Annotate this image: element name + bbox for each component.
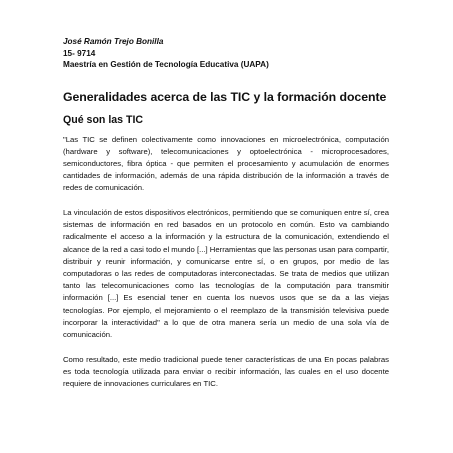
document-title: Generalidades acerca de las TIC y la formación docente [63,89,387,104]
document-page [63,36,389,390]
author-block [63,36,389,71]
program-name: Maestría en Gestión de Tecnología Educativa (UAPA) [63,60,269,69]
paragraph-2: La vinculación de estos dispositivos electrónicos, permitiendo que se comuniquen entre sí, crea sistemas de información en red basados en un protocolo en común. Esto va cambiando radicalmente el acceso a la información y la estructura de la comunicación, extendiendo el alcance de la red a casi todo el mundo [...] Herramientas que las personas usan para compartir, distribuir y reunir información, y comunicarse entre sí, o en grupos, por medio de las computadoras o las redes de computadoras interconectadas. Se trata de medios que utilizan tanto las telecomunicaciones como las tecnologías de la computación para transmitir información [...] Es esencial tener en cuenta los nuevos usos que se da a las viejas tecnologías. Por ejemplo, el mejoramiento o el reemplazo de la transmisión televisiva puede incorporar la interactividad" a lo que de otra manera sería un medio de una sola vía de comunicación. [63,208,389,340]
paragraph-1: "Las TIC se definen colectivamente como innovaciones en microelectrónica, computación (hardware y software), telecomunicaciones y optoelectrónica - microprocesadores, semiconductores, fibra óptica - que permiten el procesamiento y acumulación de enormes cantidades de información, además de una rápida distribución de la información a través de redes de comunicación. [63,134,389,193]
section-title: Qué son las TIC [63,113,144,126]
author-name: José Ramón Trejo Bonilla [63,37,164,46]
student-id: 15- 9714 [63,48,96,58]
paragraph-3: Como resultado, este medio tradicional puede tener características de una En pocas palabras es toda tecnología utilizada para enviar o recibir información, las cuales en el uso docente requiere de innovaciones curriculares en TIC. [63,354,389,389]
